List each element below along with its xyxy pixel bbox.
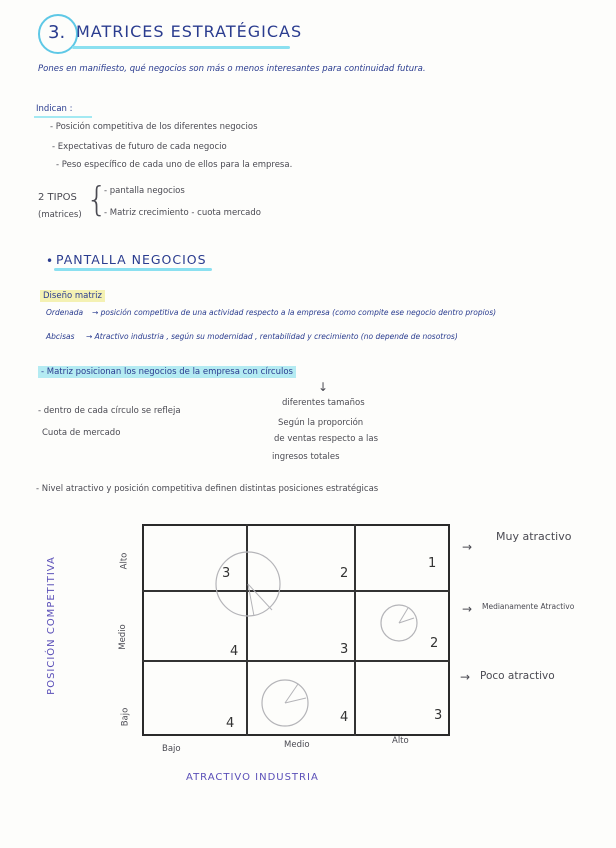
cell-value: 4 bbox=[226, 716, 235, 731]
x-label: Bajo bbox=[162, 744, 181, 754]
bullet: • bbox=[46, 254, 54, 268]
brace: { bbox=[86, 180, 108, 220]
matrix-vline bbox=[354, 524, 356, 736]
diseno-line1: → posición competitiva de una actividad respecto a la empresa (como compite ese negocio dentro propios) bbox=[92, 308, 497, 317]
matrix-hline bbox=[142, 660, 450, 662]
section-number: 3. bbox=[48, 22, 66, 43]
title-underline bbox=[72, 46, 290, 49]
circle-note-right: de ventas respecto a las bbox=[274, 434, 379, 444]
circle-note-left: - dentro de cada círculo se refleja bbox=[38, 406, 181, 416]
cell-value: 4 bbox=[230, 644, 239, 659]
tipos-label: 2 TIPOS bbox=[38, 192, 77, 203]
y-label: Alto bbox=[119, 552, 130, 570]
section-title-underline bbox=[54, 268, 212, 271]
cell-value: 1 bbox=[428, 556, 437, 571]
cell-value: 4 bbox=[340, 710, 349, 725]
indican-highlight bbox=[34, 104, 92, 118]
cell-value: 3 bbox=[222, 566, 231, 581]
arrow-icon: → bbox=[462, 540, 473, 554]
x-label: Medio bbox=[284, 740, 310, 750]
cell-value: 2 bbox=[430, 636, 439, 651]
circle-note-right: diferentes tamaños bbox=[282, 398, 365, 408]
indican-item: - Expectativas de futuro de cada negocio bbox=[52, 142, 227, 152]
arrow-icon: → bbox=[462, 602, 473, 616]
x-label: Alto bbox=[392, 736, 409, 746]
circle-note-right: ingresos totales bbox=[272, 452, 340, 462]
tipos-item: - pantalla negocios bbox=[104, 186, 185, 196]
down-arrow: ↓ bbox=[318, 380, 329, 394]
row-note: Poco atractivo bbox=[480, 670, 555, 682]
y-label: Bajo bbox=[120, 707, 131, 727]
share-circle bbox=[378, 602, 420, 644]
diseno-line2-prefix: Abcisas bbox=[46, 332, 75, 341]
circle-note-right: Según la proporción bbox=[278, 418, 364, 428]
diseno-heading: Diseño matriz bbox=[40, 290, 105, 302]
circle-note-left: Cuota de mercado bbox=[42, 428, 121, 438]
cell-value: 2 bbox=[340, 566, 349, 581]
diseno-line1-prefix: Ordenada bbox=[46, 308, 84, 317]
diseno-line2: → Atractivo industria , según su modernidad , rentabilidad y crecimiento (no depende de nosotros) bbox=[86, 332, 458, 341]
indican-heading: Indican : bbox=[36, 104, 73, 114]
section-title-pantalla: PANTALLA NEGOCIOS bbox=[56, 252, 207, 267]
row-note: Medianamente Atractivo bbox=[482, 602, 575, 611]
cell-value: 3 bbox=[340, 642, 349, 657]
y-axis-title: POSICIÓN COMPETITIVA bbox=[45, 556, 57, 695]
share-circle bbox=[212, 548, 284, 620]
page-title: MATRICES ESTRATÉGICAS bbox=[76, 22, 303, 41]
indican-item: - Posición competitiva de los diferentes negocios bbox=[50, 122, 258, 132]
row-note: Muy atractivo bbox=[496, 530, 572, 543]
intro-text: Pones en manifiesto, qué negocios son más o menos interesantes para continuidad futura. bbox=[38, 64, 426, 74]
tipos-label-sub: (matrices) bbox=[38, 210, 82, 220]
x-axis-title: ATRACTIVO INDUSTRIA bbox=[186, 772, 319, 783]
matrix-hline bbox=[142, 590, 450, 592]
share-circle bbox=[258, 676, 312, 730]
nivel-line: - Nivel atractivo y posición competitiva definen distintas posiciones estratégicas bbox=[36, 484, 379, 494]
matriz-circulos-text: - Matriz posicionan los negocios de la empresa con círculos bbox=[38, 366, 296, 378]
y-label: Medio bbox=[117, 624, 128, 650]
tipos-item: - Matriz crecimiento - cuota mercado bbox=[104, 208, 261, 218]
indican-item: - Peso específico de cada uno de ellos para la empresa. bbox=[56, 160, 293, 170]
arrow-icon: → bbox=[460, 670, 471, 684]
cell-value: 3 bbox=[434, 708, 443, 723]
